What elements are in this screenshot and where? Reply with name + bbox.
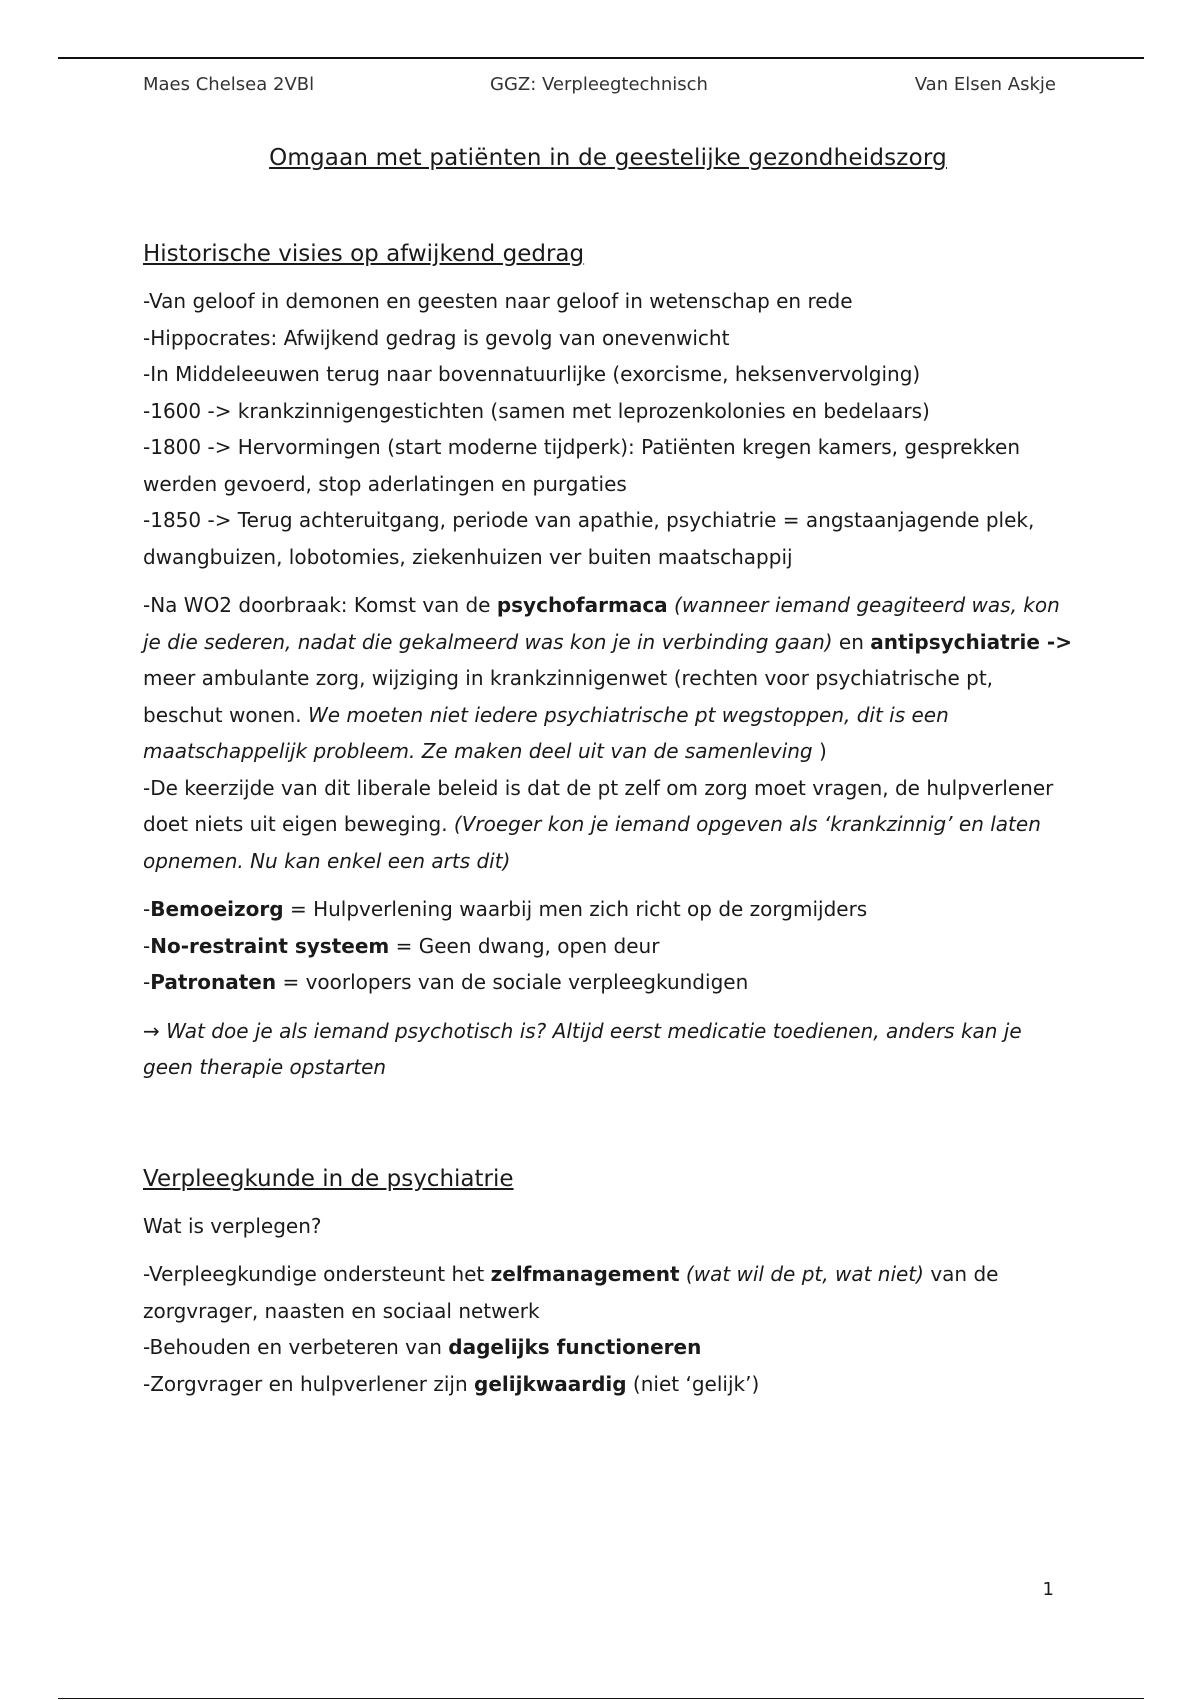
- text-line: -Van geloof in demonen en geesten naar geloof in wetenschap en rede: [143, 289, 853, 313]
- history-paragraph: [143, 283, 1073, 575]
- text-run: -Verpleegkundige ondersteunt het: [143, 1262, 491, 1286]
- question-line: Wat is verplegen?: [143, 1213, 322, 1238]
- definitions-list: [143, 891, 1073, 1001]
- italic-note: We moeten niet iedere psychiatrische pt wegstoppen, dit is een maatschappelijk probleem. Ze maken deel uit van de samenleving: [143, 702, 949, 763]
- bold-term-psychofarmaca: psychofarmaca: [496, 593, 668, 617]
- section-heading: Verpleegkunde in de psychiatrie: [143, 1165, 514, 1192]
- text-run: -De keerzijde van dit liberale beleid is dat de pt zelf om zorg moet vragen, de hulpverlener doet niets uit eigen beweging.: [143, 775, 1054, 836]
- definition-term: Patronaten: [150, 970, 277, 994]
- text-run: meer ambulante zorg, wijziging in krankzinnigenwet (rechten voor psychiatrische pt, beschut wonen.: [143, 666, 994, 727]
- text-run: (niet ‘gelijk’): [626, 1371, 760, 1396]
- post-war-paragraph: [143, 587, 1073, 879]
- definition-text: = Geen dwang, open deur: [389, 933, 660, 958]
- bold-term-dagelijks-functioneren: dagelijks functioneren: [448, 1335, 702, 1359]
- text-line: -In Middeleeuwen terug naar bovennatuurlijke (exorcisme, heksenvervolging): [143, 362, 921, 386]
- text-run: -Behouden en verbeteren van: [143, 1335, 449, 1359]
- document-title: Omgaan met patiënten in de geestelijke gezondheidszorg: [269, 145, 947, 171]
- definition-text: = voorlopers van de sociale verpleegkundigen: [276, 970, 749, 994]
- section-historische-visies: [143, 241, 1073, 1086]
- header-course: GGZ: Verpleegtechnisch: [490, 74, 708, 95]
- nursing-points: [143, 1256, 1073, 1402]
- italic-note: (wat wil de pt, wat niet): [679, 1262, 931, 1286]
- header-author: Maes Chelsea 2VBl: [143, 74, 315, 95]
- text-run: -Zorgvrager en hulpverlener zijn: [143, 1371, 474, 1396]
- text-line: -1800 -> Hervormingen (start moderne tijdperk): Patiënten kregen kamers, gesprekken werden gevoerd, stop aderlatingen en purgaties: [143, 435, 1021, 496]
- text-line: -1850 -> Terug achteruitgang, periode van apathie, psychiatrie = angstaanjagende plek, dwangbuizen, lobotomies, ziekenhuizen ver buiten maatschappij: [143, 508, 1035, 569]
- header-teacher: Van Elsen Askje: [914, 74, 1056, 95]
- italic-note: Wat doe je als iemand psychotisch is? Altijd eerst medicatie toedienen, anders kan je geen therapie opstarten: [143, 1018, 1022, 1079]
- definition-text: = Hulpverlening waarbij men zich richt op de zorgmijders: [283, 897, 868, 921]
- text-line: -Hippocrates: Afwijkend gedrag is gevolg van onevenwicht: [143, 325, 730, 350]
- psychosis-note: [143, 1013, 1073, 1086]
- bold-term-gelijkwaardig: gelijkwaardig: [474, 1371, 627, 1396]
- bold-term-zelfmanagement: zelfmanagement: [490, 1262, 680, 1286]
- definition-term: No-restraint systeem: [150, 933, 390, 958]
- definition-prefix: -: [143, 897, 151, 921]
- bold-term-antipsychiatrie: antipsychiatrie ->: [870, 629, 1072, 654]
- text-run: en: [832, 629, 871, 654]
- section-verpleegkunde: [143, 1166, 1073, 1403]
- document-body: [143, 145, 1073, 1414]
- italic-note: (wanneer iemand geagiteerd was, kon je die sederen, nadat die gekalmeerd was kon je in verbinding gaan): [143, 593, 1060, 654]
- definition-term: Bemoeizorg: [150, 897, 284, 921]
- page-number: 1: [1042, 1579, 1054, 1600]
- footer-rule: [58, 1698, 1144, 1699]
- definition-prefix: -: [143, 933, 151, 958]
- text-run: van de zorgvrager, naasten en sociaal netwerk: [143, 1262, 999, 1323]
- section-heading: Historische visies op afwijkend gedrag: [143, 241, 585, 267]
- text-line: -1600 -> krankzinnigengestichten (samen met leprozenkolonies en bedelaars): [143, 398, 930, 423]
- text-run: -Na WO2 doorbraak: Komst van de: [143, 593, 497, 617]
- text-run: ): [812, 739, 827, 763]
- arrow-icon: →: [143, 1018, 160, 1043]
- header-rule: [58, 57, 1144, 59]
- italic-note: (Vroeger kon je iemand opgeven als ‘krankzinnig’ en laten opnemen. Nu kan enkel een arts dit): [143, 812, 1041, 873]
- section-spacer: [143, 1098, 1073, 1166]
- definition-prefix: -: [143, 970, 151, 994]
